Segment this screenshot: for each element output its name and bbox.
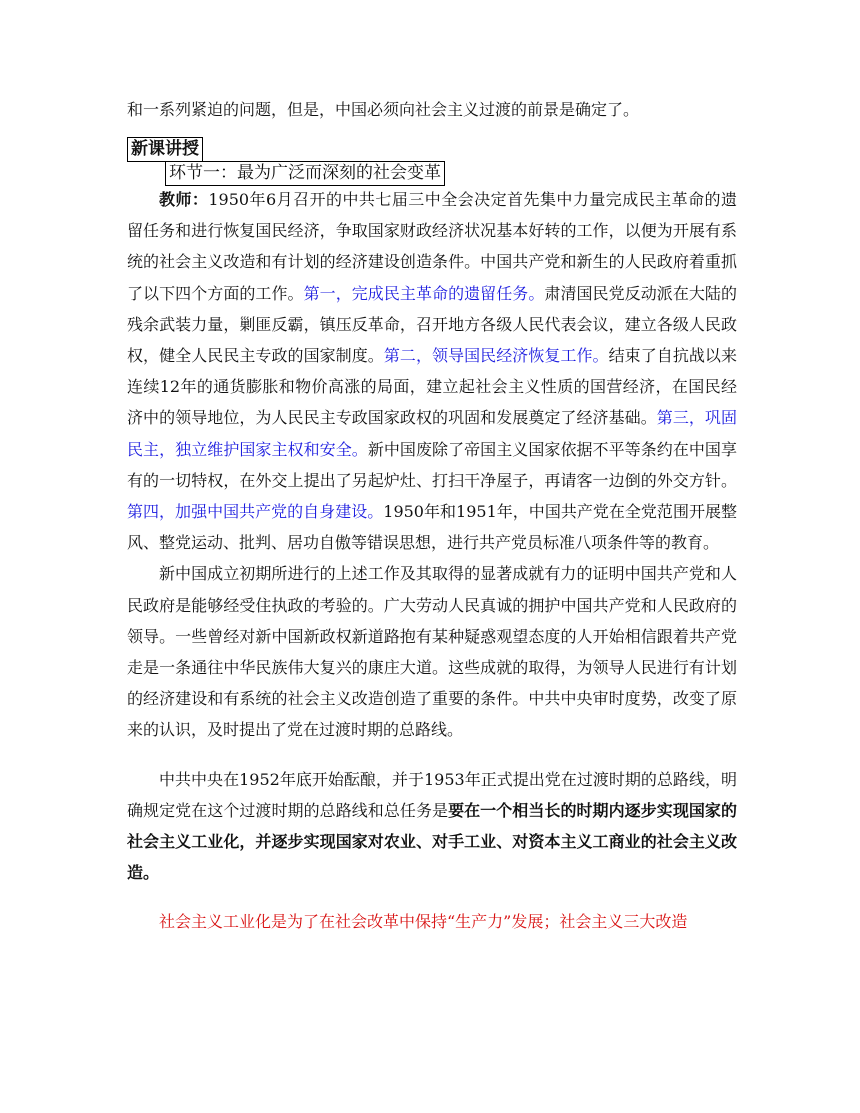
text-segment: 中共中央在1952年底开始酝酿，并于1953年正式提出党在过渡时期的总路线，明确规定党在这个过渡时期的总路线和总任务是 <box>127 769 737 820</box>
paragraph-industrialization: 社会主义工业化是为了在社会改革中保持“生产力”发展；社会主义三大改造 <box>159 912 688 932</box>
text-segment: 结束了自抗战以来连续12年的通货膨胀和物价高涨的局面，建立起社会主义性质的国营经济，在国民经济中的领导地位，为人民民主专政国家政权的巩固和发展奠定了经济基础。 <box>127 346 737 428</box>
speaker-label: 教师： <box>159 190 209 209</box>
section-title: 新课讲授 <box>127 137 203 162</box>
paragraph-general-line <box>127 764 737 889</box>
text-segment: 1950年6月召开的中共七届三中全会决定首先集中力量完成民主革命的遗留任务和进行恢复国民经济，争取国家财政经济状况基本好转的工作，以便为开展有系统的社会主义改造和有计划的经济建设创造条件。中国共产党和新生的人民政府着重抓了以下四个方面的工作。 <box>127 190 737 303</box>
highlight-point-4: 第四，加强中国共产党的自身建设。 <box>127 502 384 522</box>
general-line-statement: 要在一个相当长的时期内逐步实现国家的社会主义工业化，并逐步实现国家对农业、对手工业、对资本主义工商业的社会主义改造。 <box>127 800 737 883</box>
paragraph-teacher <box>127 184 737 558</box>
subsection-title: 环节一：最为广泛而深刻的社会变革 <box>165 161 445 186</box>
highlight-point-1: 第一，完成民主革命的遗留任务。 <box>303 283 545 303</box>
text-segment: 肃清国民党反动派在大陆的残余武装力量，剿匪反霸，镇压反革命，召开地方各级人民代表会议，建立各级人民政权，健全人民民主专政的国家制度。 <box>127 283 737 366</box>
highlight-point-3: 第三，巩固民主，独立维护国家主权和安全。 <box>127 408 737 459</box>
lead-line: 和一系列紧迫的问题，但是，中国必须向社会主义过渡的前景是确定了。 <box>127 100 640 119</box>
highlight-point-2: 第二，领导国民经济恢复工作。 <box>383 346 609 366</box>
text-segment: 新中国废除了帝国主义国家依据不平等条约在中国享有的一切特权，在外交上提出了另起炉灶、打扫干净屋子，再请客一边倒的外交方针。 <box>127 439 737 490</box>
paragraph-summary: 新中国成立初期所进行的上述工作及其取得的显著成就有力的证明中国共产党和人民政府是能够经受住执政的考验的。广大劳动人民真诚的拥护中国共产党和人民政府的领导。一些曾经对新中国新政权新道路抱有某种疑惑观望态度的人开始相信跟着共产党走是一条通往中华民族伟大复兴的康庄大道。这些成就的取得，为领导人民进行有计划的经济建设和有系统的社会主义改造创造了重要的条件。中共中央审时度势，改变了原来的认识，及时提出了党在过渡时期的总路线。 <box>127 564 737 740</box>
text-segment: 1950年和1951年，中国共产党在全党范围开展整风、整党运动、批判、居功自傲等错误思想，进行共产党员标准八项条件等的教育。 <box>127 502 737 553</box>
main-content <box>127 184 737 938</box>
